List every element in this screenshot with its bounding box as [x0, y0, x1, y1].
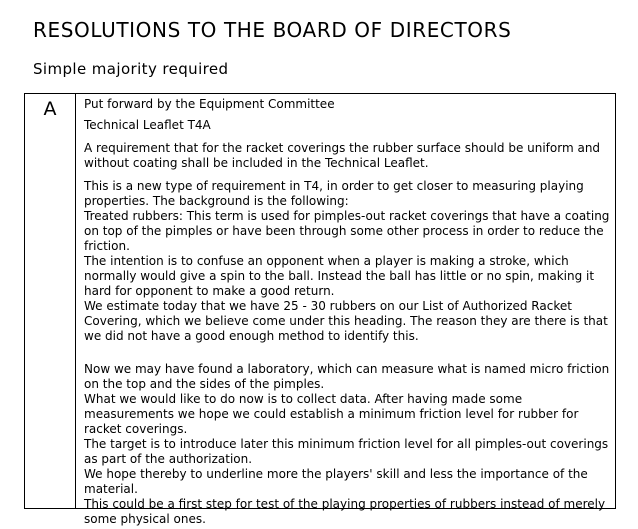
- resolution-content: [84, 97, 612, 527]
- leaflet-reference: Technical Leaflet T4A: [84, 118, 211, 132]
- resolution-letter: A: [43, 98, 57, 120]
- resolution-letter-cell: [25, 94, 76, 508]
- document-title: RESOLUTIONS TO THE BOARD OF DIRECTORS: [33, 18, 512, 42]
- proposer-line: Put forward by the Equipment Committee: [84, 97, 335, 111]
- background-paragraph: We hope thereby to underline more the players' skill and less the importance of the material.: [84, 467, 588, 496]
- background-paragraph: We estimate today that we have 25 - 30 rubbers on our List of Authorized Racket Covering, which we believe come under this heading. The reason they are there is that we did not have a good enough method to identify this.: [84, 299, 608, 343]
- background-paragraph: Now we may have found a laboratory, which can measure what is named micro friction on the top and the sides of the pimples.: [84, 362, 610, 391]
- background-paragraph: Treated rubbers: This term is used for pimples-out racket coverings that have a coating on top of the pimples or have been through some other process in order to reduce the friction.: [84, 209, 610, 253]
- background-paragraph: This could be a first step for test of the playing properties of rubbers instead of merely some physical ones.: [84, 497, 606, 526]
- resolution-table: [24, 93, 616, 526]
- background-paragraph: The intention is to confuse an opponent when a player is making a stroke, which normally would give a spin to the ball. Instead the ball has little or no spin, making it hard for opponent to make a good return.: [84, 254, 595, 298]
- background-paragraph: The target is to introduce later this minimum friction level for all pimples-out coverings as part of the authorization.: [84, 437, 609, 466]
- background-paragraph: What we would like to do now is to collect data. After having made some measurements we hope we could establish a minimum friction level for rubber for racket coverings.: [84, 392, 579, 436]
- requirement-text: A requirement that for the racket coverings the rubber surface should be uniform and without coating shall be included in the Technical Leaflet.: [84, 141, 601, 170]
- document-subtitle: Simple majority required: [33, 60, 229, 78]
- background-paragraph: This is a new type of requirement in T4, in order to get closer to measuring playing properties. The background is the following:: [84, 179, 584, 208]
